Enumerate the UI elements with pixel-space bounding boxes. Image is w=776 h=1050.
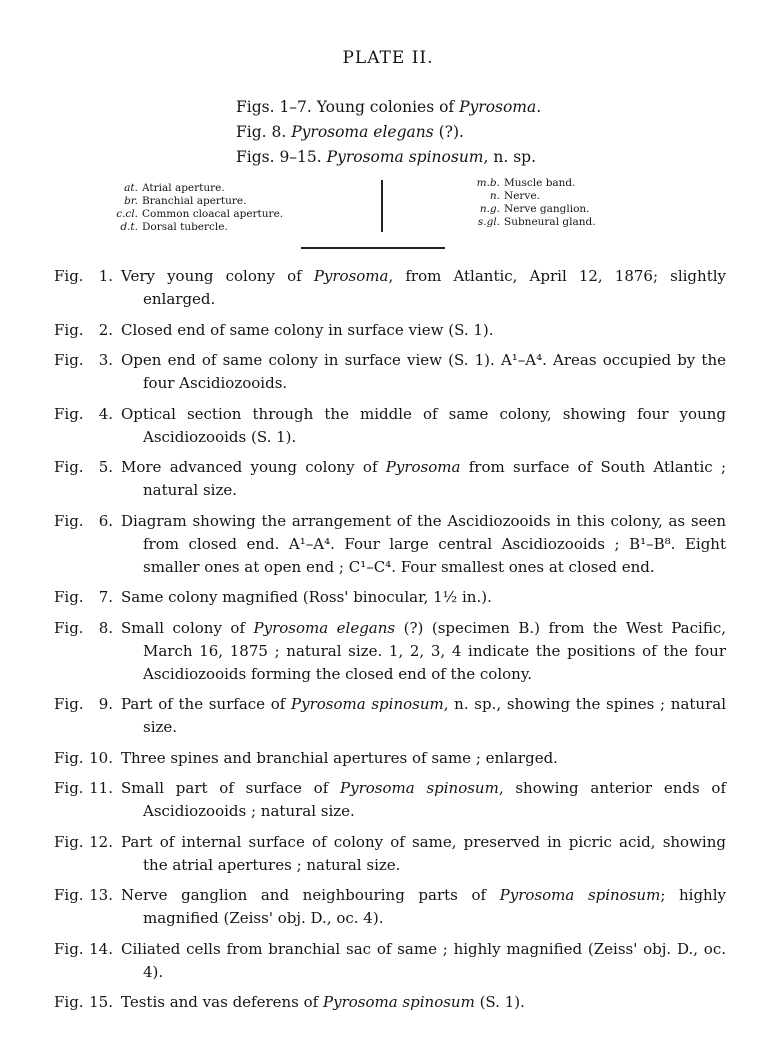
figure-label <box>54 884 116 907</box>
figure-label <box>54 319 116 342</box>
figure-entry <box>54 831 726 877</box>
figure-entry <box>54 510 726 579</box>
header-line-2: Fig. 8. Pyrosoma elegans (?). <box>236 123 464 141</box>
species-name: Pyrosoma elegans <box>253 618 396 637</box>
caption-text: Ciliated cells from branchial sac of same ; highly magnified (Zeiss' obj. D., oc. 4). <box>121 939 726 981</box>
figure-label-word: Fig. <box>54 618 84 637</box>
figure-label <box>54 617 116 640</box>
figure-caption <box>121 938 726 984</box>
figure-entry <box>54 693 726 739</box>
figure-label <box>54 831 116 854</box>
caption-text: Small part of surface of <box>121 779 341 797</box>
abbreviation-item: n.g. Nerve ganglion. <box>479 203 590 215</box>
species-name: Pyrosoma spinosum <box>340 779 499 797</box>
species-name: Pyrosoma <box>313 267 389 285</box>
figure-label-word: Fig. <box>54 748 84 767</box>
caption-text: ; highly magnified (Zeiss' obj. D., oc. 4). <box>143 886 726 927</box>
figure-label-word: Fig. <box>54 939 84 958</box>
figure-label-word: Fig. <box>54 458 84 476</box>
figure-caption <box>121 586 726 609</box>
figure-number: 6. <box>98 511 113 530</box>
figure-label <box>54 265 116 288</box>
figure-label <box>54 403 116 426</box>
figure-caption <box>121 319 726 342</box>
figure-label <box>54 777 116 800</box>
abbreviation-item: at. Atrial aperture. <box>124 182 225 194</box>
figure-number: 9. <box>98 695 113 713</box>
caption-text: Three spines and branchial apertures of same ; enlarged. <box>121 748 558 767</box>
figure-label-word: Fig. <box>54 832 84 851</box>
figure-number: 3. <box>98 351 113 369</box>
figure-caption <box>121 617 726 686</box>
caption-text: Small colony of <box>121 618 254 637</box>
caption-text: Part of the surface of <box>121 695 292 713</box>
caption-text: Part of internal surface of colony of same, preserved in picric acid, showing the atrial apertures ; natural size. <box>121 832 726 874</box>
figure-number: 15. <box>89 993 113 1011</box>
column-divider <box>381 180 383 232</box>
figure-caption <box>121 456 726 502</box>
figure-caption <box>121 884 726 930</box>
figure-label-word: Fig. <box>54 267 84 285</box>
section-rule <box>301 247 445 249</box>
abbreviation-item: d.t. Dorsal tubercle. <box>120 221 228 233</box>
caption-text: Nerve ganglion and neighbouring parts of <box>121 886 500 904</box>
abbreviations-right <box>466 177 596 229</box>
figure-label <box>54 747 116 770</box>
caption-text: (S. 1). <box>474 993 525 1011</box>
figure-number: 11. <box>89 779 113 797</box>
abbreviation-item: c.cl. Common cloacal aperture. <box>116 208 284 220</box>
figure-label <box>54 991 116 1014</box>
figure-entry <box>54 747 726 770</box>
species-name: Pyrosoma spinosum <box>323 993 475 1011</box>
abbreviation-item: m.b. Muscle band. <box>476 177 576 189</box>
caption-text: More advanced young colony of <box>121 458 386 476</box>
figure-number: 14. <box>89 939 113 958</box>
figure-caption <box>121 349 726 395</box>
figure-label-word: Fig. <box>54 404 84 423</box>
figure-entry <box>54 777 726 823</box>
figure-number: 5. <box>98 458 113 476</box>
species-name: Pyrosoma spinosum <box>291 695 444 713</box>
header-line-1: Figs. 1–7. Young colonies of Pyrosoma. <box>236 98 542 116</box>
figure-label <box>54 349 116 372</box>
abbreviations-left <box>102 182 283 234</box>
figure-label <box>54 456 116 479</box>
figure-caption <box>121 693 726 739</box>
figure-entry <box>54 265 726 311</box>
figure-number: 4. <box>98 404 113 423</box>
figure-label-word: Fig. <box>54 886 84 904</box>
figure-entry <box>54 349 726 395</box>
caption-text: Same colony magnified (Ross' binocular, 1½ in.). <box>121 588 492 606</box>
figure-entry <box>54 617 726 686</box>
caption-text: Diagram showing the arrangement of the Ascidiozooids in this colony, as seen from closed end. A¹–A⁴. Four large central Ascidiozooids ; B¹–B⁸. Eight smaller ones at open end ; C¹–C⁴. Four smallest ones at closed end. <box>121 511 726 576</box>
caption-text: Closed end of same colony in surface view (S. 1). <box>121 320 494 339</box>
caption-text: Open end of same colony in surface view (S. 1). A¹–A⁴. Areas occupied by the four Ascidiozooids. <box>121 351 726 392</box>
figure-label <box>54 693 116 716</box>
figure-caption <box>121 403 726 449</box>
figure-caption <box>121 777 726 823</box>
caption-text: , n. sp., showing the spines ; natural size. <box>143 695 726 736</box>
figure-entry <box>54 403 726 449</box>
caption-text: , showing anterior ends of Ascidiozooids ; natural size. <box>143 779 726 820</box>
caption-text: , from Atlantic, April 12, 1876; slightly enlarged. <box>143 267 726 308</box>
figure-entry <box>54 456 726 502</box>
abbreviation-item: br. Branchial aperture. <box>124 195 247 207</box>
figure-caption <box>121 747 726 770</box>
abbreviation-item: n. Nerve. <box>489 190 540 202</box>
figure-number: 8. <box>98 618 113 637</box>
figure-caption <box>121 831 726 877</box>
figure-label-word: Fig. <box>54 993 84 1011</box>
caption-text: from surface of South Atlantic ; natural size. <box>143 458 726 499</box>
figure-entry <box>54 319 726 342</box>
figure-entry <box>54 938 726 984</box>
figure-label-word: Fig. <box>54 588 84 606</box>
figure-entry <box>54 991 726 1014</box>
caption-text: (?) (specimen B.) from the West Pacific, March 16, 1875 ; natural size. 1, 2, 3, 4 indicate the positions of the four Ascidiozooids forming the closed end of the colony. <box>143 618 726 683</box>
plate-title: PLATE II. <box>342 48 434 68</box>
figure-label <box>54 938 116 961</box>
species-name: Pyrosoma <box>385 458 461 476</box>
figure-number: 1. <box>98 267 113 285</box>
figure-number: 13. <box>89 886 113 904</box>
figure-label-word: Fig. <box>54 351 84 369</box>
figure-caption <box>121 991 726 1014</box>
species-name: Pyrosoma spinosum <box>499 886 661 904</box>
caption-text: Very young colony of <box>121 267 314 285</box>
caption-text: Testis and vas deferens of <box>121 993 323 1011</box>
abbreviation-item: s.gl. Subneural gland. <box>477 216 596 228</box>
figure-entry <box>54 586 726 609</box>
figure-label <box>54 510 116 533</box>
caption-text: Optical section through the middle of same colony, showing four young Ascidiozooids (S. 1). <box>121 404 726 446</box>
header-line-3: Figs. 9–15. Pyrosoma spinosum, n. sp. <box>236 148 537 166</box>
figure-caption <box>121 510 726 579</box>
figure-list <box>54 265 726 1022</box>
figure-label-word: Fig. <box>54 779 84 797</box>
figure-number: 10. <box>89 748 113 767</box>
figure-label-word: Fig. <box>54 695 84 713</box>
figure-label <box>54 586 116 609</box>
figure-number: 7. <box>98 588 113 606</box>
figure-label-word: Fig. <box>54 511 84 530</box>
figure-label-word: Fig. <box>54 320 84 339</box>
figure-caption <box>121 265 726 311</box>
figure-entry <box>54 884 726 930</box>
figure-number: 2. <box>98 320 113 339</box>
figure-number: 12. <box>89 832 113 851</box>
